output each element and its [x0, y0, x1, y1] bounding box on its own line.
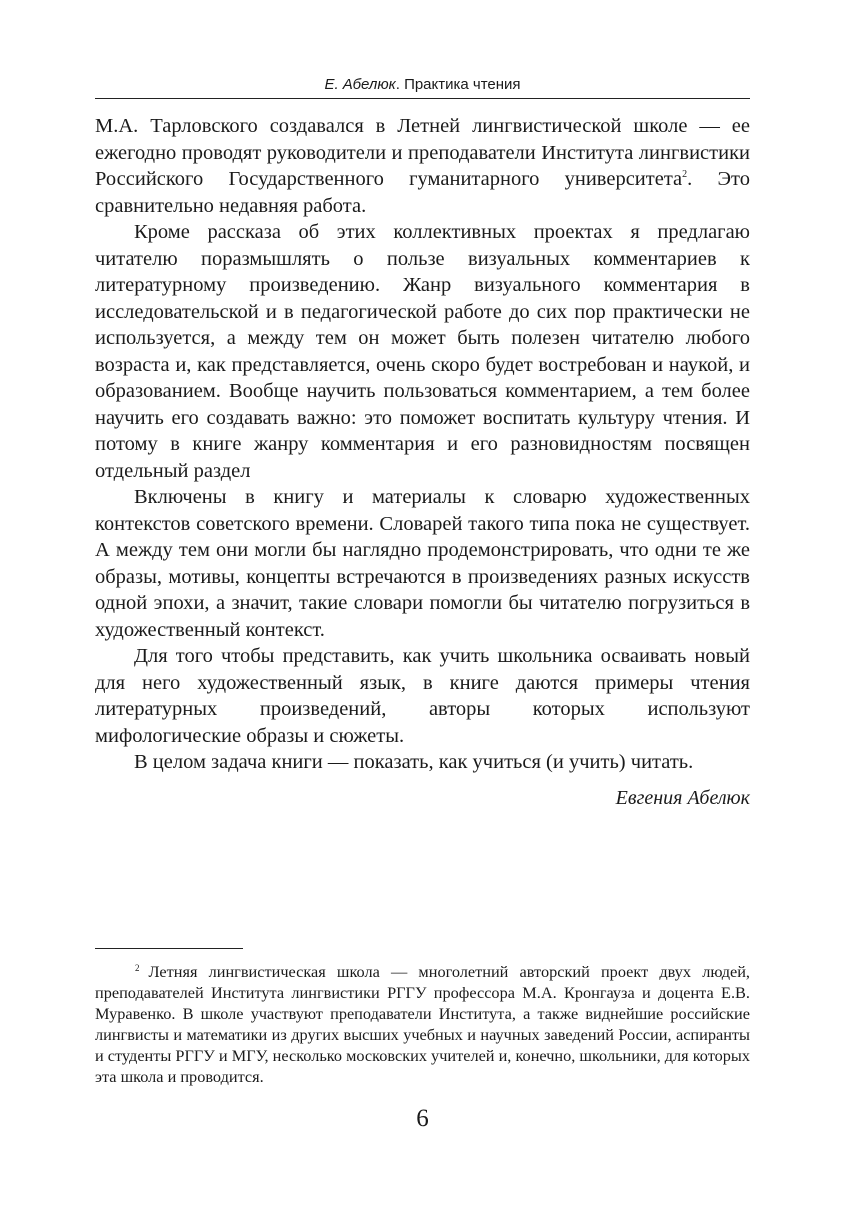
author-signature: Евгения Абелюк [615, 787, 750, 809]
header-separator: . [395, 76, 405, 93]
paragraph-1 [95, 113, 750, 219]
running-header [95, 76, 750, 99]
header-author: Е. Абелюк [324, 76, 396, 93]
header-title: Практика чтения [404, 76, 521, 93]
paragraph-4: Для того чтобы представить, как учить школьника осваивать новый для него художественный язык, в книге даются примеры чтения литературных произведений, авторы которых используют мифологические образы и сюжеты. [95, 645, 750, 747]
footnote [95, 961, 750, 1087]
paragraph-1-text: М.А. Тарловского создавался в Летней лингвистической школе — ее ежегодно проводят руководители и преподаватели Института лингвистики Российского Государственного гуманитарного университета [95, 115, 750, 190]
footnote-divider [95, 948, 243, 949]
main-text [95, 113, 750, 776]
footnote-ref[interactable]: 2 [682, 169, 688, 181]
paragraph-2: Кроме рассказа об этих коллективных проектах я предлагаю читателю поразмышлять о пользе визуальных комментариев к литературному произведению. Жанр визуального комментария в исследовательской и в педагогической работе до сих пор практически не используется, а между тем он может быть полезен читателю любого возраста и, как представляется, очень скоро будет востребован и наукой, и образованием. Вообще научить пользоваться комментарием, а тем более научить его создавать важно: это поможет воспитать культуру чтения. И потому в книге жанру комментария и его разновидностям посвящен отдельный раздел [95, 221, 750, 482]
paragraph-1-tail: . Это сравнительно недавняя работа. [95, 168, 750, 217]
footnote-text: Летняя лингвистическая школа — многолетний авторский проект двух людей, преподавателей Института лингвистики РГГУ профессора М.А. Кронгауза и доцента Е.В. Муравенко. В школе участвуют преподаватели Института, а также виднейшие российские лингвисты и математики из других высших учебных и научных заведений России, аспиранты и студенты РГГУ и МГУ, несколько московских учителей и, конечно, школьники, для которых эта школа и проводится. [95, 962, 750, 1086]
footnote-number: 2 [135, 962, 140, 973]
page-number: 6 [416, 1105, 429, 1132]
paragraph-3: Включены в книгу и материалы к словарю художественных контекстов советского времени. Словарей такого типа пока не существует. А между тем они могли бы наглядно продемонстрировать, что одни те же образы, мотивы, концепты встречаются в произведениях разных искусств одной эпохи, а значит, такие словари помогли бы читателю погрузиться в художественный контекст. [95, 486, 750, 641]
paragraph-5: В целом задача книги — показать, как учиться (и учить) читать. [134, 751, 694, 773]
footnote-paragraph [95, 961, 750, 1087]
